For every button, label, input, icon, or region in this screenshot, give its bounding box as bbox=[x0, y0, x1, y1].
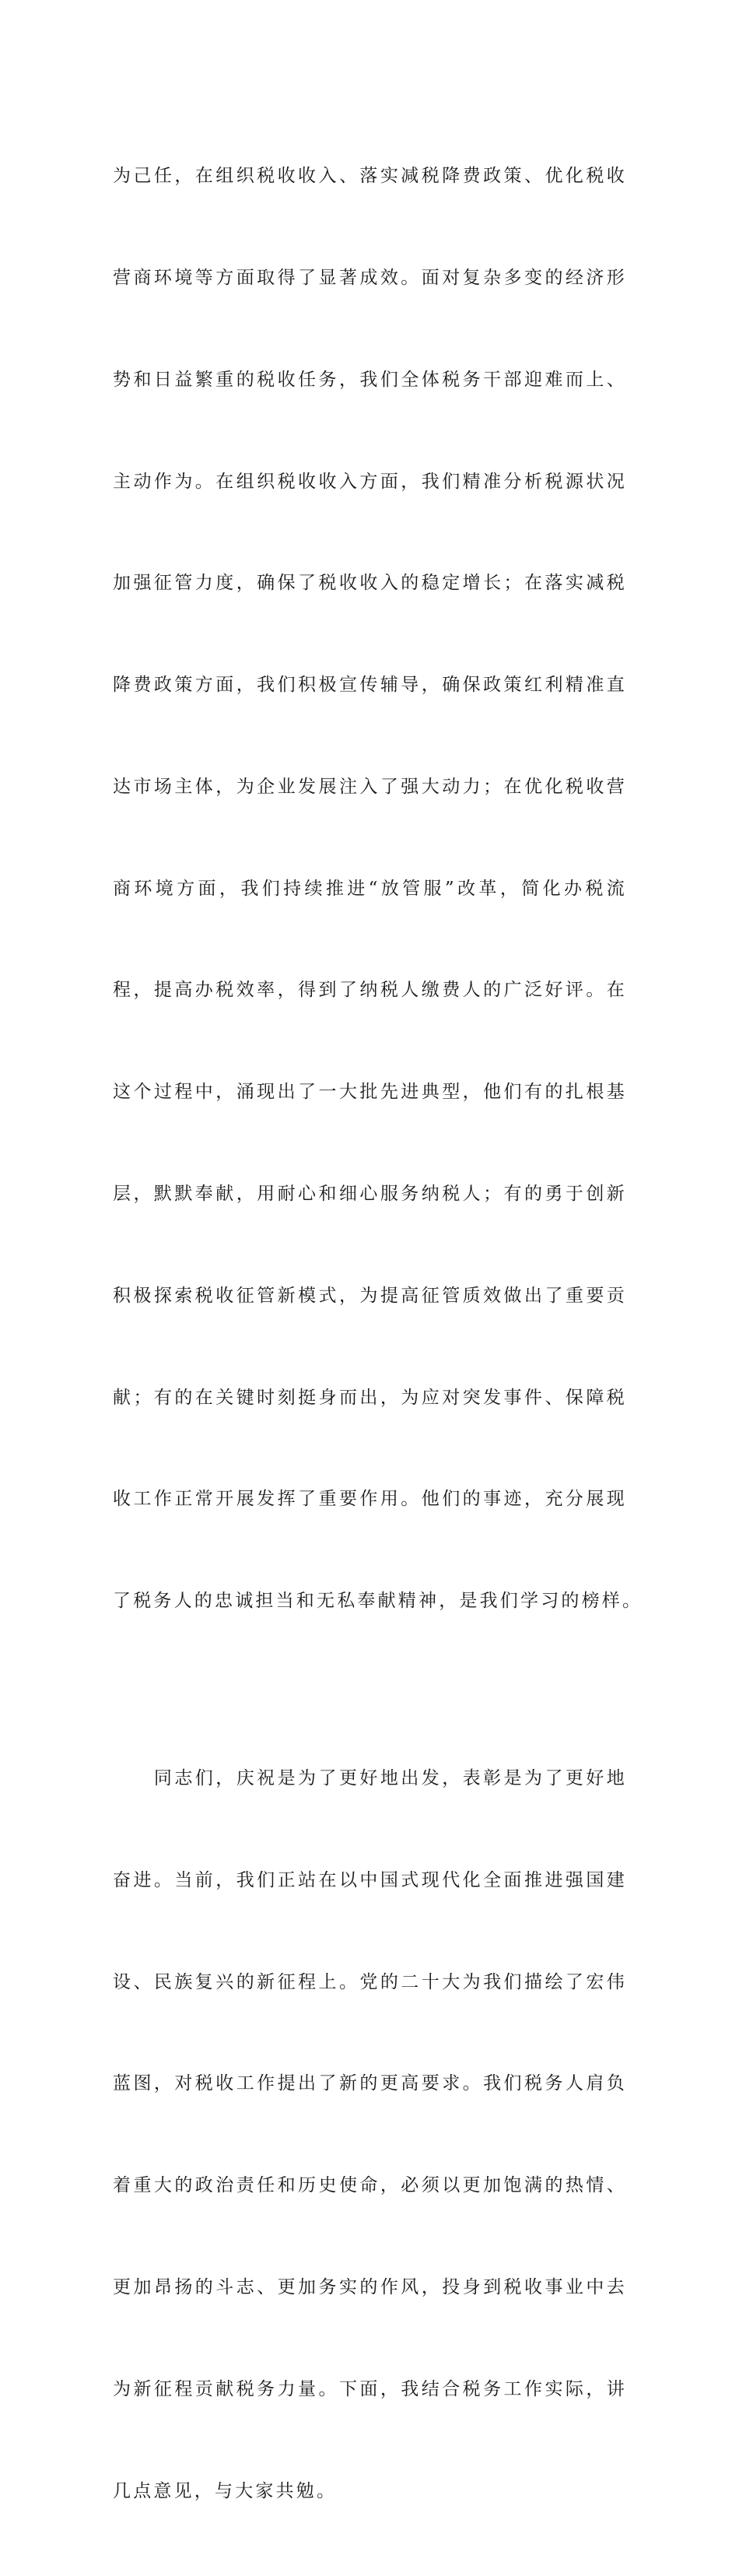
paragraph-2 bbox=[113, 1694, 627, 2576]
text-line: 了税务人的忠诚担当和无私奉献精神，是我们学习的榜样。 bbox=[113, 1591, 643, 1612]
text-line: 商环境方面，我们持续推进“放管服”改革，简化办税流 bbox=[113, 878, 627, 899]
text-line: 为新征程贡献税务力量。下面，我结合税务工作实际，讲 bbox=[113, 2378, 627, 2399]
text-line: 降费政策方面，我们积极宣传辅导，确保政策红利精准直 bbox=[113, 675, 627, 696]
text-line: 层，默默奉献，用耐心和细心服务纳税人；有的勇于创新 bbox=[113, 1184, 627, 1204]
paragraph-1 bbox=[113, 92, 643, 1686]
text-line: 势和日益繁重的税收任务，我们全体税务干部迎难而上、 bbox=[113, 369, 627, 390]
text-line: 为己任，在组织税收收入、落实减税降费政策、优化税收 bbox=[113, 166, 627, 187]
document-body bbox=[113, 92, 643, 2576]
text-line: 奋进。当前，我们正站在以中国式现代化全面推进强国建 bbox=[113, 1869, 627, 1890]
text-line: 加强征管力度，确保了税收收入的稳定增长；在落实减税 bbox=[113, 573, 627, 594]
text-line: 达市场主体，为企业发展注入了强大动力；在优化税收营 bbox=[113, 776, 627, 797]
text-line: 着重大的政治责任和历史使命，必须以更加饱满的热情、 bbox=[113, 2175, 627, 2196]
text-line: 积极探索税收征管新模式，为提高征管质效做出了重要贡 bbox=[113, 1285, 627, 1306]
text-line: 主动作为。在组织税收收入方面，我们精准分析税源状况 bbox=[113, 471, 627, 492]
text-line: 收工作正常开展发挥了重要作用。他们的事迹，充分展现 bbox=[113, 1489, 627, 1510]
text-line: 同志们，庆祝是为了更好地出发，表彰是为了更好地 bbox=[113, 1768, 627, 1789]
text-line: 更加昂扬的斗志、更加务实的作风，投身到税收事业中去 bbox=[113, 2277, 627, 2297]
text-line: 营商环境等方面取得了显著成效。面对复杂多变的经济形 bbox=[113, 267, 627, 288]
text-line: 几点意见，与大家共勉。 bbox=[113, 2480, 338, 2501]
text-line: 这个过程中，涌现出了一大批先进典型，他们有的扎根基 bbox=[113, 1082, 627, 1103]
text-line: 献；有的在关键时刻挺身而出，为应对突发事件、保障税 bbox=[113, 1387, 627, 1408]
text-line: 蓝图，对税收工作提出了新的更高要求。我们税务人肩负 bbox=[113, 2073, 627, 2094]
text-line: 设、民族复兴的新征程上。党的二十大为我们描绘了宏伟 bbox=[113, 1971, 627, 1992]
text-line: 程，提高办税效率，得到了纳税人缴费人的广泛好评。在 bbox=[113, 980, 627, 1001]
